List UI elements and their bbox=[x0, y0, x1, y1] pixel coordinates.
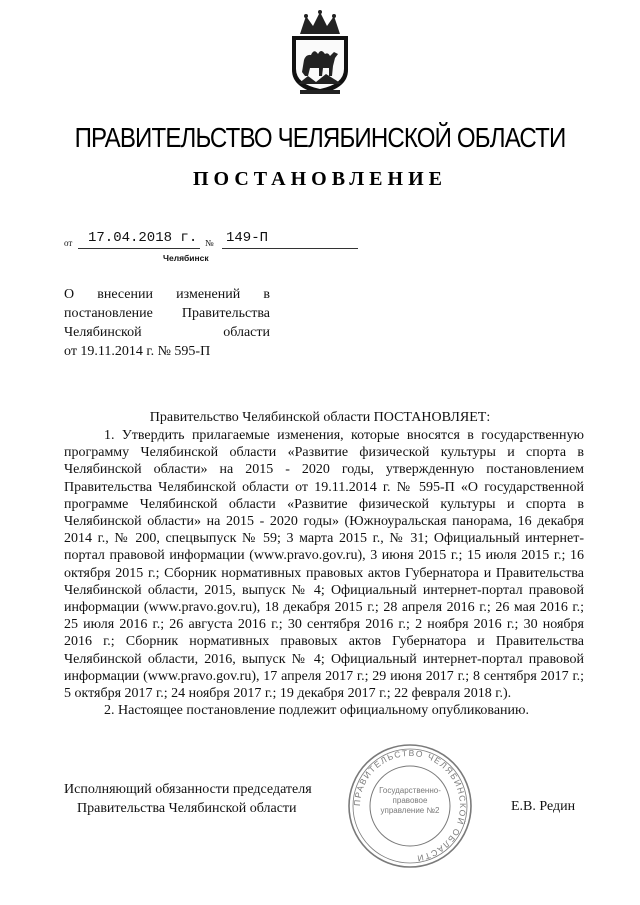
stamp-ring-text: ПРАВИТЕЛЬСТВО ЧЕЛЯБИНСКОЙ ОБЛАСТИ bbox=[351, 747, 469, 864]
official-stamp bbox=[346, 742, 474, 870]
document-date: 17.04.2018 г. bbox=[88, 230, 198, 246]
preamble: Правительство Челябинской области ПОСТАНОВЛЯЕТ: bbox=[149, 410, 491, 425]
registration-row bbox=[64, 230, 304, 252]
signatory-position-line: Исполняющий обязанности председателя bbox=[64, 782, 312, 797]
organization-title: ПРАВИТЕЛЬСТВО ЧЕЛЯБИНСКОЙ ОБЛАСТИ bbox=[74, 122, 566, 153]
number-label: № bbox=[205, 238, 214, 248]
date-label: от bbox=[64, 238, 73, 248]
city-name: Челябинск bbox=[163, 253, 209, 263]
document-number: 149-П bbox=[226, 230, 269, 246]
number-underline bbox=[222, 248, 358, 249]
body-item-2: 2. Настоящее постановление подлежит официальному опубликованию. bbox=[104, 703, 529, 719]
signatory-position bbox=[64, 780, 312, 818]
document-subject bbox=[64, 285, 270, 361]
signatory-position-line: Правительства Челябинской области bbox=[77, 801, 297, 816]
subject-line: от 19.11.2014 г. № 595-П bbox=[64, 344, 211, 359]
subject-line: О внесении изменений в bbox=[64, 287, 270, 302]
subject-line: Челябинской области bbox=[64, 325, 270, 340]
signatory-name: Е.В. Редин bbox=[511, 799, 576, 814]
coat-of-arms-emblem bbox=[286, 10, 354, 96]
stamp-center-text: Государственно-правовое управление №2 bbox=[379, 786, 441, 815]
body-item-1: 1. Утвердить прилагаемые изменения, которые вносятся в государственную программу Челябинской области «Развитие физической культуры и спорта в Челябинской области» на 2015 - 2020 годы, утвержденную постановлением Правительства Челябинской области от 19.11.2014 г. № 595-П «О государственной программе Челябинской области «Развитие физической культуры и спорта в Челябинской области» на 2015 - 2020 годы» (Южноуральская панорама, 16 декабря 2014 г., № 200, спецвыпуск № 59; 3 марта 2015 г., № 31; Официальный интернет-портал правовой информации (www.pravo.gov.ru), 3 июня 2015 г.; 15 июля 2015 г.; 16 октября 2015 г.; Сборник нормативных правовых актов Губернатора и Правительства Челябинской области, 2015, выпуск № 4; Официальный интернет-портал правовой информации (www.pravo.gov.ru), 18 декабря 2015 г.; 28 апреля 2016 г.; 26 мая 2016 г.; 25 июля 2016 г.; 26 августа 2016 г.; 30 сентября 2016 г.; 2 ноября 2016 г.; 30 ноября 2016 г.; Сборник нормативных правовых актов Губернатора и Правительства Челябинской области, 2016, выпуск № 4; Официальный интернет-портал правовой информации (www.pravo.gov.ru), 17 апреля 2017 г.; 29 июня 2017 г.; 8 сентября 2017 г.; 5 октября 2017 г.; 24 ноября 2017 г.; 19 декабря 2017 г.; 22 февраля 2018 г.). bbox=[64, 428, 584, 702]
date-underline bbox=[78, 248, 200, 249]
document-type-heading: ПОСТАНОВЛЕНИЕ bbox=[193, 168, 447, 190]
subject-line: постановление Правительства bbox=[64, 306, 270, 321]
document-body bbox=[64, 427, 584, 719]
